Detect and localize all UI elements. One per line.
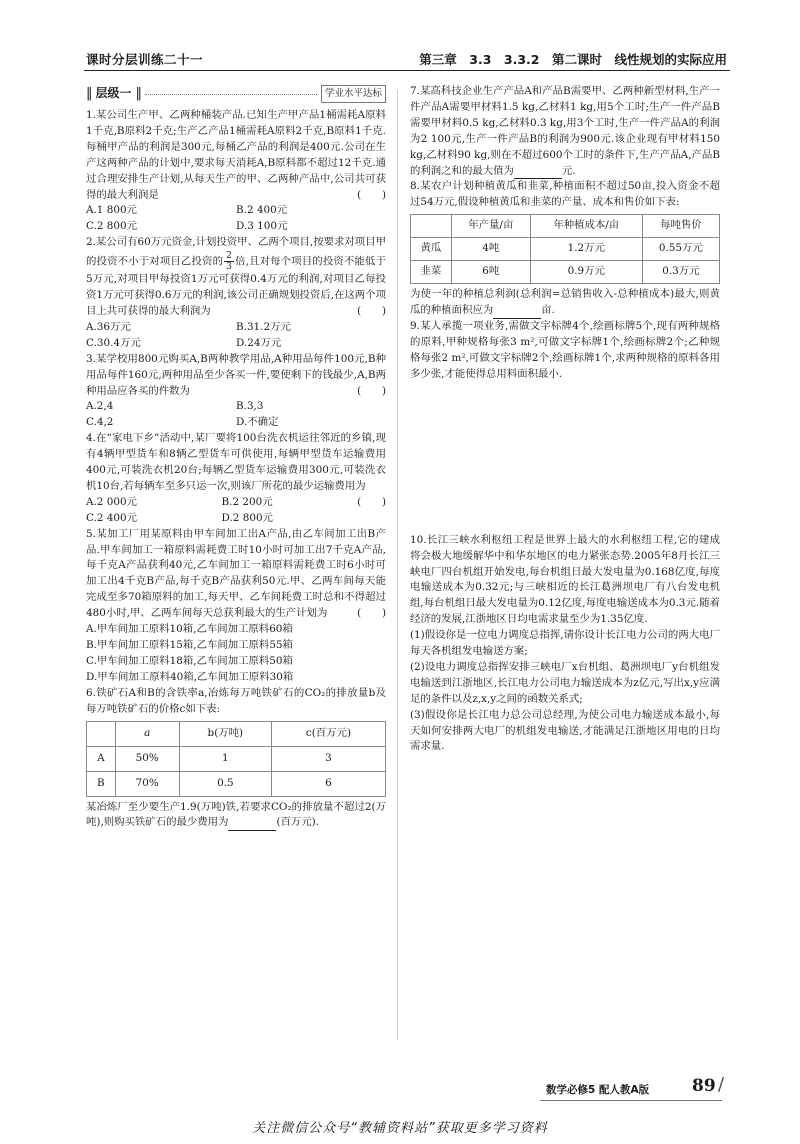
answer-paren: ( ) xyxy=(357,188,386,201)
option: B.2 200元 xyxy=(221,495,273,508)
question-2-text-a: 2.某公司有60万元资金,计划投资甲、乙两个项目,按要求对项目甲的投资不小于对项目乙投资的 xyxy=(86,236,386,268)
footer-slash: / xyxy=(718,1074,725,1095)
option: C.30.4万元 xyxy=(86,336,141,349)
answer-paren: ( ) xyxy=(357,607,386,620)
option: C.甲车间加工原料18箱,乙车间加工原料50箱 xyxy=(86,654,293,667)
table-cell: 0.3万元 xyxy=(642,261,719,284)
table-cell: 70% xyxy=(115,771,179,796)
header-right: 第三章 3.3 3.3.2 第二课时 线性规划的实际应用 xyxy=(419,52,727,67)
question-1-text: 1.某公司生产甲、乙两种桶装产品.已知生产甲产品1桶需耗A原料1千克,B原料2千克;生产乙产品1桶需耗A原料2千克,B原料1千克.每桶甲产品的利润是300元,每桶乙产品的利润是400元.公司在生产这两种产品的计划中,要求每天消耗A,B原料都不超过12千克.通过合理安排生产计划,从每天生产的甲、乙两种产品中,公司共可获得的最大利润是 xyxy=(86,109,386,201)
table-cell: 0.5 xyxy=(179,771,271,796)
table-row xyxy=(87,771,386,796)
option: B.甲车间加工原料15箱,乙车间加工原料55箱 xyxy=(86,639,293,651)
question-1 xyxy=(86,108,386,235)
fraction xyxy=(224,251,234,272)
level-mark-left: ‖ xyxy=(86,86,92,102)
question-3-options xyxy=(86,399,386,431)
question-2-options xyxy=(86,320,386,352)
question-9 xyxy=(410,319,720,383)
table-cell: 1.2万元 xyxy=(530,238,642,261)
table-header-cell: 每吨售价 xyxy=(642,215,719,238)
page-number: 89 xyxy=(692,1076,716,1096)
question-5 xyxy=(86,527,386,686)
option: A.2 000元 xyxy=(86,495,137,508)
question-4-options xyxy=(86,495,357,527)
option: D.3 100元 xyxy=(236,220,288,233)
question-8-after: 为使一年的种植总利润(总利润=总销售收入-总种植成本)最大,则黄瓜的种植面积应为 xyxy=(410,288,720,317)
right-column xyxy=(410,84,720,755)
table-header-cell: a xyxy=(115,721,179,746)
header-rule xyxy=(84,70,730,71)
table-header-cell: b(万吨) xyxy=(179,721,271,746)
question-8-unit: 亩. xyxy=(541,304,555,317)
question-6-unit: (百万元). xyxy=(276,816,320,829)
option: D.不确定 xyxy=(236,416,279,429)
table-cell: B xyxy=(87,771,116,796)
question-3-text: 3.某学校用800元购买A,B两种教学用品,A种用品每件100元,B种用品每件160元,两种用品至少各买一件,要使剩下的钱最少,A,B两种用品应各买的件数为 xyxy=(86,352,386,397)
table-header-row xyxy=(87,721,386,746)
question-6-after: 某冶炼厂至少要生产1.9(万吨)铁,若要求CO₂的排放量不超过2(万吨),则购买铁矿石的最少费用为 xyxy=(86,800,386,829)
question-9-text: 9.某人承揽一项业务,需做文字标牌4个,绘画标牌5个,现有两种规格的原料,甲种规格每张3 m²,可做文字标牌1个,绘画标牌2个;乙种规格每张2 m²,可做文字标牌2个,绘画标牌1个,求两种规格的原料各用多少张,才能使得总用料面积最小. xyxy=(410,320,720,380)
watermark-text: 关注微信公众号“教辅资料站”获取更多学习资料 xyxy=(252,1121,548,1136)
answer-blank xyxy=(228,819,276,831)
question-7-text: 7.某高科技企业生产产品A和产品B需要甲、乙两种新型材料,生产一件产品A需要甲材料1.5 kg,乙材料1 kg,用5个工时;生产一件产品B需要甲材料0.5 kg,乙材料0.3 kg,用3个工时,生产一件产品A的利润为2 100元,生产一件产品B的利润为900元.该企业现有甲材料150 kg,乙材料90 kg,则在不超过600个工时的条件下,生产产品A,产品B的利润之和的最大值为 xyxy=(410,85,720,177)
answer-paren: ( ) xyxy=(357,495,386,508)
table-cell: A xyxy=(87,746,116,771)
table-header-cell: c(百万元) xyxy=(271,721,385,746)
fraction-numerator: 2 xyxy=(226,251,232,262)
table-cell: 3 xyxy=(271,746,385,771)
option: D.24万元 xyxy=(236,336,282,349)
option: B.31.2万元 xyxy=(236,320,291,333)
answer-paren: ( ) xyxy=(357,304,386,317)
option: D.甲车间加工原料40箱,乙车间加工原料30箱 xyxy=(86,670,294,683)
question-7-unit: 元. xyxy=(561,164,576,177)
question-5-text: 5.某加工厂用某原料由甲车间加工出A产品,由乙车间加工出B产品.甲车间加工一箱原料需耗费工时10小时可加工出7千克A产品,每千克A产品获利40元,乙车间加工一箱原料需耗费工时6小时可加工出4千克B产品,每千克B产品获利50元.甲、乙两车间每天能完成至多70箱原料的加工,每天甲、乙车间耗费工时总和不得超过480小时,甲、乙两车间每天总获利最大的生产计划为 xyxy=(86,527,386,620)
level-tag: 学业水平达标 xyxy=(321,85,386,103)
question-10-part-1: (1)假设你是一位电力调度总指挥,请你设计长江电力公司的两大电厂每天各机组发电输送方案; xyxy=(410,629,720,658)
column-divider xyxy=(397,90,398,1040)
question-10 xyxy=(410,533,720,756)
table-header-cell: 年种植成本/亩 xyxy=(530,215,642,238)
question-8-text: 8.某农户计划种植黄瓜和韭菜,种植面积不超过50亩,投入资金不超过54万元,假设种植黄瓜和韭菜的产量、成本和售价如下表: xyxy=(410,180,720,209)
question-10-part-3: (3)假设你是长江电力总公司总经理,为使公司电力输送成本最小,每天如何安排两大电厂的机组发电输送,才能满足江浙地区用电的日均需求量. xyxy=(410,708,720,753)
table-header-cell xyxy=(87,721,116,746)
question-3 xyxy=(86,352,386,432)
header-left: 课时分层训练二十一 xyxy=(86,52,204,67)
table-row xyxy=(411,238,720,261)
table-cell: 50% xyxy=(115,746,179,771)
table-cell: 0.9万元 xyxy=(530,261,642,284)
option: C.2 800元 xyxy=(86,220,138,233)
footer-rule xyxy=(540,1100,722,1101)
question-2-text-b: 倍,且对每个项目的投资不能低于5万元,对项目甲每投资1万元可获得0.4万元的利润,对项目乙每投资1万元可获得0.6万元的利润,该公司正确规划投资后,在这两个项目上共可获得的最大利润为 xyxy=(86,255,386,317)
option: A.1 800元 xyxy=(86,204,137,217)
answer-space xyxy=(410,383,720,533)
table-cell: 韭菜 xyxy=(411,261,452,284)
question-8 xyxy=(410,179,720,319)
answer-blank xyxy=(514,167,562,179)
option: A.2,4 xyxy=(86,400,114,413)
option: A.36万元 xyxy=(86,320,131,333)
level-dotted-line xyxy=(145,94,317,95)
option: D.2 800元 xyxy=(221,511,273,524)
option: C.4,2 xyxy=(86,416,114,429)
question-4 xyxy=(86,431,386,526)
table-cell: 1 xyxy=(179,746,271,771)
option: B.2 400元 xyxy=(236,204,288,217)
question-10-part-2: (2)设电力调度总指挥安排三峡电厂x台机组、葛洲坝电厂y台机组发电输送到江浙地区,长江电力公司电力输送成本为z亿元,写出x,y应满足的条件以及z,x,y之间的函数关系式; xyxy=(410,660,720,705)
footer-book-title: 数学必修5 配人教A版 xyxy=(546,1084,650,1096)
question-6-text: 6.铁矿石A和B的含铁率a,冶炼每万吨铁矿石的CO₂的排放量b及每万吨铁矿石的价格c如下表: xyxy=(86,686,386,715)
question-2 xyxy=(86,235,386,351)
fraction-denominator: 3 xyxy=(226,262,232,273)
table-row xyxy=(87,746,386,771)
table-cell: 0.55万元 xyxy=(642,238,719,261)
option: C.2 400元 xyxy=(86,511,138,524)
table-cell: 黄瓜 xyxy=(411,238,452,261)
answer-blank xyxy=(493,307,541,319)
option: B.3,3 xyxy=(236,400,264,413)
question-10-text: 10.长江三峡水利枢纽工程是世界上最大的水利枢纽工程,它的建成将会极大地缓解华中和华东地区的电力紧张态势.2005年8月长江三峡电厂四台机组开始发电,每台机组日最大发电量为0.168亿度,每度电输送成本为0.32元;与三峡相近的长江葛洲坝电厂有八台发电机组,每台机组日最大发电量为0.12亿度,每度电输送成本为0.3元.随着经济的发展,江浙地区日均电需求量至少为1.35亿度. xyxy=(410,533,720,626)
left-column xyxy=(86,84,386,831)
option: A.甲车间加工原料10箱,乙车间加工原料60箱 xyxy=(86,623,293,636)
question-4-text: 4.在“家电下乡”活动中,某厂要将100台洗衣机运往邻近的乡镇,现有4辆甲型货车和8辆乙型货车可供使用,每辆甲型货车运输费用400元,可装洗衣机20台;每辆乙型货车运输费用300元,可装洗衣机10台,若每辆车至多只运一次,则该厂所花的最少运输费用为 xyxy=(86,432,386,492)
table-cell: 6 xyxy=(271,771,385,796)
question-6 xyxy=(86,686,386,832)
ore-table xyxy=(86,721,386,797)
level-mark-right: ‖ xyxy=(135,86,142,102)
answer-paren: ( ) xyxy=(357,384,386,397)
question-1-options xyxy=(86,203,386,235)
table-header-cell: 年产量/亩 xyxy=(451,215,530,238)
table-header-cell xyxy=(411,215,452,238)
table-cell: 6吨 xyxy=(451,261,530,284)
question-7 xyxy=(410,84,720,179)
level-label: 层级一 xyxy=(95,86,132,101)
table-header-row xyxy=(411,215,720,238)
table-cell: 4吨 xyxy=(451,238,530,261)
table-row xyxy=(411,261,720,284)
level-banner xyxy=(86,84,386,104)
crop-table xyxy=(410,214,720,284)
